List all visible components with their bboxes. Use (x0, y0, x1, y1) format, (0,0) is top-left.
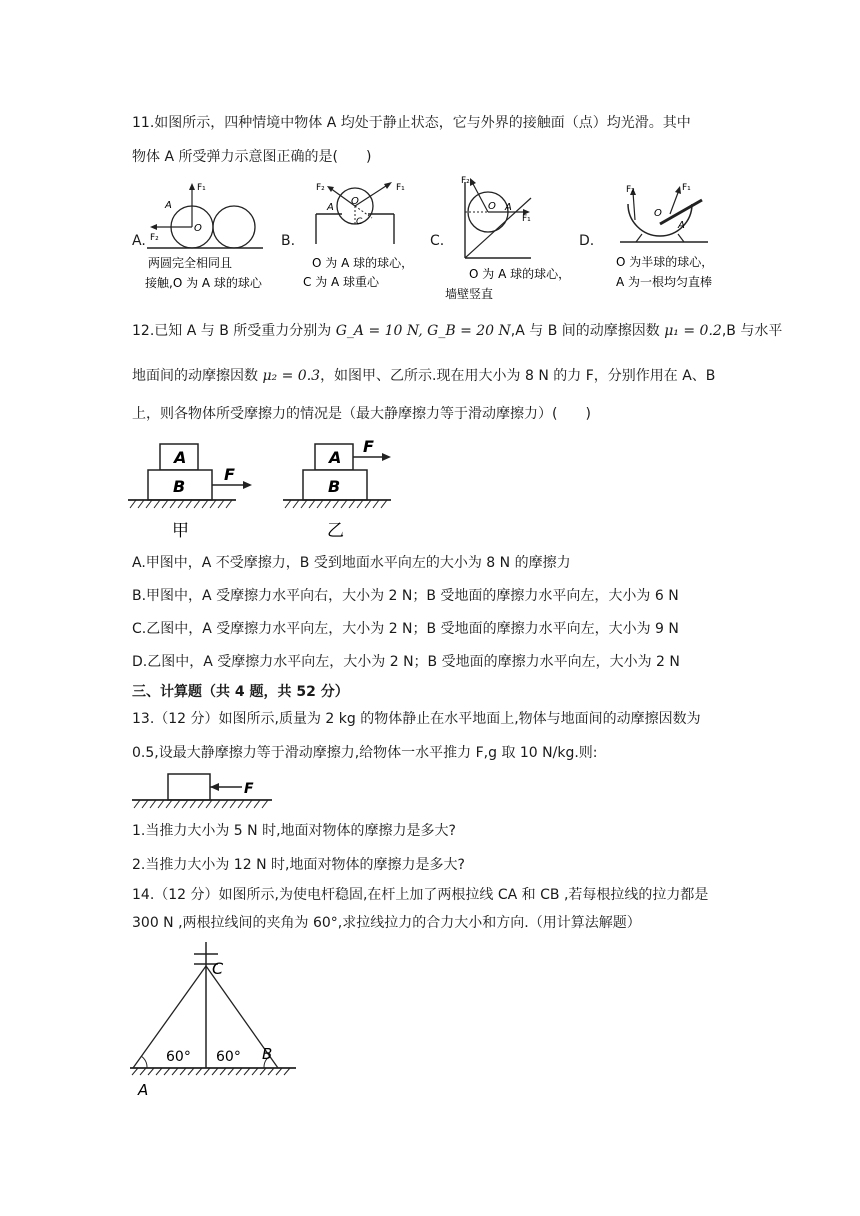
q12-line2-post: ，如图甲、乙所示.现在用大小为 8 N 的力 F，分别作用在 A、B (320, 368, 716, 384)
q12-option-b: B.甲图中，A 受摩擦力水平向右，大小为 2 N；B 受地面的摩擦力水平向左，大小为 6 N (132, 588, 679, 604)
a-label: A (165, 200, 172, 211)
q12-line1 (132, 321, 783, 341)
f1-label: F₁ (682, 183, 691, 193)
q12-mu1: μ₁ = 0.2 (664, 323, 722, 339)
q11-d-caption2: A 为一根均匀直棒 (616, 275, 713, 289)
q12-line1-pre: 12.已知 A 与 B 所受重力分别为 (132, 323, 336, 339)
f1-label: F₁ (396, 183, 405, 193)
section-title: 三、计算题（共 4 题，共 52 分） (132, 684, 349, 700)
q14-line2: 300 N ,两根拉线间的夹角为 60°,求拉线拉力的合力大小和方向.（用计算法解题） (132, 915, 641, 931)
q11-c-caption1: O 为 A 球的球心， (469, 267, 571, 281)
q11-option-d-label: D. (579, 233, 595, 249)
q14-figure (128, 940, 300, 1100)
q12-mu2: μ₂ = 0.3 (262, 368, 321, 384)
q12-option-d: D.乙图中，A 受摩擦力水平向左，大小为 2 N；B 受地面的摩擦力水平向左，大小为 2 N (132, 654, 680, 670)
q11-line2: 物体 A 所受弹力示意图正确的是( ) (132, 149, 372, 165)
q11-figure-c (445, 170, 575, 300)
a-label: A (678, 220, 685, 231)
q12-option-c: C.乙图中，A 受摩擦力水平向左，大小为 2 N；B 受地面的摩擦力水平向左，大小为 9 N (132, 621, 679, 637)
point-c-label: C (212, 959, 224, 978)
o-label: O (351, 196, 359, 207)
f2-label: F₂ (316, 183, 325, 193)
yi-label: 乙 (327, 521, 344, 541)
f1-label: F₁ (197, 183, 206, 193)
block-a-label: A (329, 448, 342, 467)
q11-figure-d (600, 176, 730, 296)
q12-figure-jia (128, 440, 268, 545)
q12-weights: G_A = 10 N, G_B = 20 N (335, 323, 511, 339)
q11-a-caption1: 两圆完全相同且 (148, 256, 233, 270)
q12-option-a: A.甲图中，A 不受摩擦力，B 受到地面水平向左的大小为 8 N 的摩擦力 (132, 555, 571, 571)
q11-figure-a (145, 178, 275, 298)
a-label: A (505, 202, 512, 213)
f2-label: F₂ (626, 185, 635, 195)
point-a-label: A (138, 1081, 149, 1099)
q12-figure-yi (283, 440, 423, 545)
q12-line3: 上，则各物体所受摩擦力的情况是（最大静摩擦力等于滑动摩擦力）( ) (132, 406, 591, 422)
q13-figure (130, 768, 276, 812)
q11-b-caption2: C 为 A 球重心 (303, 275, 380, 289)
o-label: O (194, 223, 202, 234)
q11-option-c-label: C. (430, 233, 445, 249)
a-label: A (327, 202, 334, 213)
angle-a-label: 60° (166, 1049, 191, 1065)
c-label: C (356, 217, 363, 227)
q11-option-a-label: A. (132, 233, 146, 249)
force-f-label: F (363, 440, 374, 456)
q12-line2 (132, 366, 732, 386)
o-label: O (654, 208, 662, 219)
q13-sub2: 2.当推力大小为 12 N 时,地面对物体的摩擦力是多大? (132, 857, 465, 873)
o-label: O (488, 201, 496, 212)
q11-line1: 11.如图所示，四种情境中物体 A 均处于静止状态，它与外界的接触面（点）均光滑。其中 (132, 115, 691, 131)
q12-line1-mid: ,A 与 B 间的动摩擦因数 (510, 323, 665, 339)
force-f-label: F (224, 465, 235, 484)
q11-figure-b (296, 178, 426, 298)
q13-line1: 13.（12 分）如图所示,质量为 2 kg 的物体静止在水平地面上,物体与地面间的动摩擦因数为 (132, 711, 701, 727)
q13-line2: 0.5,设最大静摩擦力等于滑动摩擦力,给物体一水平推力 F,g 取 10 N/kg.则: (132, 745, 598, 761)
f2-label: F₂ (461, 176, 470, 186)
q12-line1-post: ,B 与水平 (721, 323, 783, 339)
q14-line1: 14.（12 分）如图所示,为使电杆稳固,在杆上加了两根拉线 CA 和 CB ,若每根拉线的拉力都是 (132, 887, 709, 903)
q11-option-b-label: B. (281, 233, 296, 249)
f1-label: F₁ (522, 214, 531, 224)
q11-a-caption2: 接触,O 为 A 球的球心 (145, 276, 262, 290)
angle-b-label: 60° (216, 1049, 241, 1065)
force-f-label: F (244, 781, 254, 797)
q13-sub1: 1.当推力大小为 5 N 时,地面对物体的摩擦力是多大? (132, 823, 456, 839)
block-b-label: B (173, 477, 186, 496)
jia-label: 甲 (172, 521, 189, 541)
block-b-label: B (328, 477, 341, 496)
q11-b-caption1: O 为 A 球的球心， (312, 256, 414, 270)
block-a-label: A (174, 448, 187, 467)
q11-d-caption1: O 为半球的球心， (616, 255, 714, 269)
point-b-label: B (262, 1045, 273, 1063)
q12-line2-pre: 地面间的动摩擦因数 (132, 368, 263, 384)
f2-label: F₂ (150, 233, 159, 243)
q11-c-caption2: 墙壁竖直 (445, 287, 494, 300)
